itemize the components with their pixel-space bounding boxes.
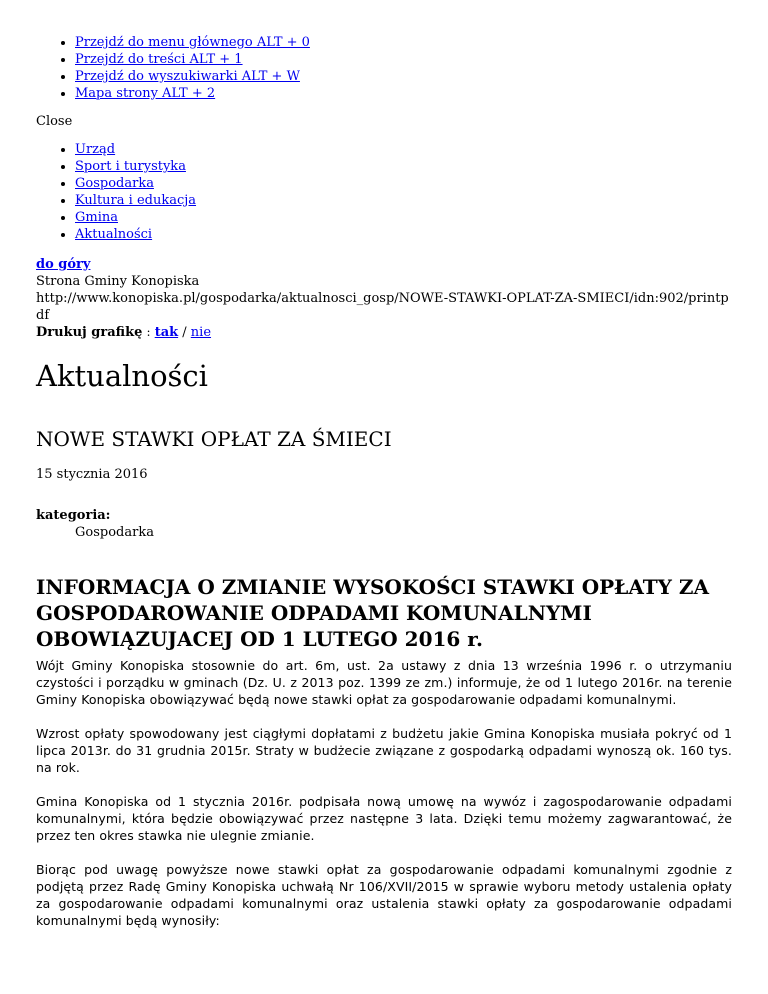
main-menu [0,141,768,243]
top-link-line [36,256,732,273]
skip-to-search-link[interactable]: Przejdź do wyszukiwarki ALT + W [75,69,300,84]
sitemap-link[interactable]: Mapa strony ALT + 2 [75,86,216,101]
back-to-top-link[interactable]: do góry [36,257,91,272]
print-graphics-label: Drukuj grafikę [36,325,143,340]
main-menu-item [75,226,768,243]
print-graphics-colon: : [146,325,151,339]
article-paragraph: Wzrost opłaty spowodowany jest ciągłymi dopłatami z budżetu jakie Gmina Konopiska musiała pokryć od 1 lipca 2013r. do 31 grudnia 2015r. Straty w budżecie związane z gospodarką odpadami wynoszą ok. 160 tys. na rok. [36,726,732,775]
print-graphics-yes-link[interactable]: tak [154,325,179,340]
main-menu-item [75,209,768,226]
section-title: Aktualności [36,359,208,393]
close-label[interactable]: Close [36,114,73,129]
article-title: NOWE STAWKI OPŁAT ZA ŚMIECI [36,427,392,451]
category-value: Gospodarka [75,525,154,540]
menu-link-aktualnosci[interactable]: Aktualności [75,227,153,242]
print-graphics-no-link[interactable]: nie [190,325,212,340]
skip-links-list [0,34,768,102]
announcement-heading: INFORMACJA O ZMIANIE WYSOKOŚCI STAWKI OPŁATY ZA GOSPODAROWANIE ODPADAMI KOMUNALNYMI OBOWIĄZUJACEJ OD 1 LUTEGO 2016 r. [36,575,710,651]
site-name: Strona Gminy Konopiska [36,274,200,289]
menu-link-urzad[interactable]: Urząd [75,142,116,157]
main-menu-item [75,192,768,209]
skip-link-item [75,85,768,102]
main-menu-item [75,158,768,175]
menu-link-gospodarka[interactable]: Gospodarka [75,176,154,191]
menu-link-kultura[interactable]: Kultura i edukacja [75,193,197,208]
article-date: 15 stycznia 2016 [36,467,148,482]
print-graphics-slash: / [182,325,187,340]
menu-link-gmina[interactable]: Gmina [75,210,118,225]
article-paragraph: Biorąc pod uwagę powyższe nowe stawki opłat za gospodarowanie odpadami komunalnymi zgodnie z podjętą przez Radę Gminy Konopiska uchwałą Nr 106/XVII/2015 w sprawie wyboru metody ustalenia opłaty za gospodarowanie odpadami komunalnymi oraz ustalenia stawki opłaty za gospodarowanie odpadami komunalnymi będą wynosiły: [36,862,732,928]
main-menu-item [75,141,768,158]
main-menu-item [75,175,768,192]
skip-link-item [75,51,768,68]
print-graphics-line [36,324,732,341]
skip-link-item [75,34,768,51]
skip-to-content-link[interactable]: Przejdź do treści ALT + 1 [75,52,243,67]
skip-to-main-menu-link[interactable]: Przejdź do menu głównego ALT + 0 [75,35,310,50]
article-paragraph: Gmina Konopiska od 1 stycznia 2016r. podpisała nową umowę na wywóz i zagospodarowanie odpadami komunalnymi, która będzie obowiązywać przez następne 3 lata. Dzięki temu możemy zagwarantować, że przez ten okres stawka nie ulegnie zmianie. [36,794,732,843]
skip-link-item [75,68,768,85]
menu-link-sport[interactable]: Sport i turystyka [75,159,186,174]
print-meta-block [36,256,732,341]
article-body [36,657,732,946]
article-paragraph: Wójt Gminy Konopiska stosownie do art. 6m, ust. 2a ustawy z dnia 13 września 1996 r. o utrzymaniu czystości i porządku w gminach (Dz. U. z 2013 poz. 1399 ze zm.) informuje, że od 1 lutego 2016r. na terenie Gminy Konopiska obowiązywać będą nowe stawki opłat za gospodarowanie odpadami komunalnymi. [36,658,732,707]
category-label: kategoria: [36,508,111,523]
print-url: http://www.konopiska.pl/gospodarka/aktualnosci_gosp/NOWE-STAWKI-OPLAT-ZA-SMIECI/idn:902/printpdf [36,291,729,323]
